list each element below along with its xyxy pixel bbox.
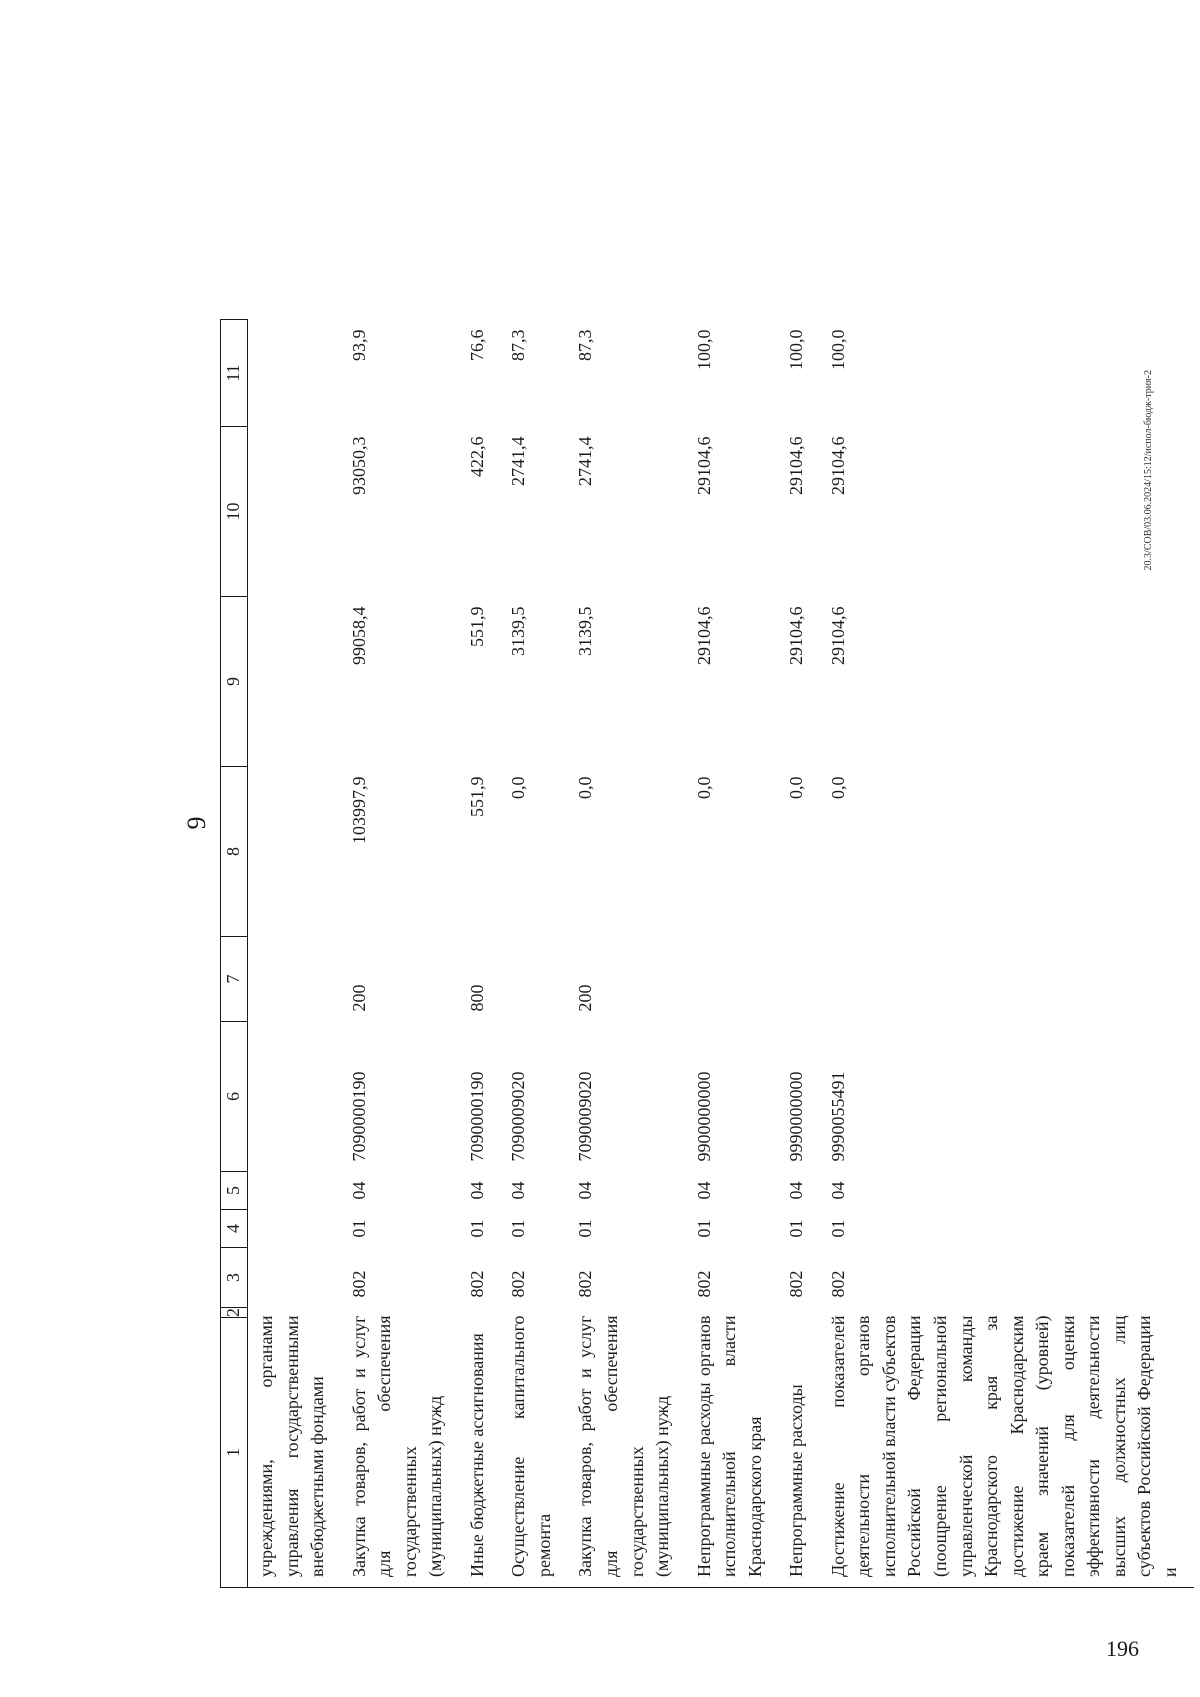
execution-percent: 100,0 [786, 329, 807, 370]
table-row [778, 320, 820, 1588]
approved-amount: 103997,9 [348, 776, 369, 844]
page-number: 196 [1106, 1636, 1139, 1661]
expense-type-code: 800 [466, 984, 487, 1012]
revised-amount: 29104,6 [827, 606, 848, 665]
expense-type-code [686, 937, 779, 1022]
executed-amount: 422,6 [466, 436, 487, 477]
budget-table [220, 319, 1194, 1588]
expense-type-code: 200 [575, 984, 596, 1012]
approved-amount: 0,0 [508, 776, 529, 799]
revised-amount: 99058,4 [348, 606, 369, 665]
chapter-code: 802 [466, 1270, 487, 1298]
table-row [567, 320, 685, 1588]
row-description: Достижение показателей деятельности органов исполнительной власти субъектов Российской Федерации (поощрение региональной управленческой команды Краснодарского края за достижение Краснодарским краем значений (уровней) показателей для оценки эффективности деятельности высших должностных лиц субъектов Российской Федерации и [820, 1308, 1194, 1588]
section-code: 01 [575, 1219, 596, 1238]
column-header-5: 5 [221, 1172, 248, 1210]
row-description: Непрограммные расходы [778, 1308, 820, 1588]
section-code: 01 [348, 1219, 369, 1238]
row-description: Осуществление капитального ремонта [500, 1308, 567, 1588]
approved-amount: 0,0 [575, 776, 596, 799]
approved-amount: 0,0 [786, 776, 807, 799]
section-code: 01 [693, 1219, 714, 1238]
footer-code: 20.3/СОВ/03.06.2024/15:12/испол-бюдж-трия-2 [1143, 370, 1154, 571]
target-article-code: 7090000190 [466, 1071, 487, 1162]
chapter-code: 802 [575, 1270, 596, 1298]
execution-percent: 100,0 [827, 329, 848, 370]
row-description: учреждениями, органами управления государственными внебюджетными фондами [248, 1308, 341, 1588]
column-header-10: 10 [221, 427, 248, 597]
target-article-code [248, 1022, 341, 1172]
column-header-11: 11 [221, 320, 248, 427]
executed-amount: 2741,4 [575, 436, 596, 486]
subsection-code: 04 [693, 1181, 714, 1200]
table-row [820, 320, 1194, 1588]
table-row [248, 320, 341, 1588]
column-header-4: 4 [221, 1210, 248, 1248]
chapter-code: 802 [508, 1270, 529, 1298]
revised-amount [248, 597, 341, 767]
execution-percent: 93,9 [348, 329, 369, 361]
row-description: Иные бюджетные ассигнования [459, 1308, 501, 1588]
section-code: 01 [508, 1219, 529, 1238]
execution-percent: 87,3 [575, 329, 596, 361]
subsection-code: 04 [348, 1181, 369, 1200]
chapter-code [248, 1248, 341, 1308]
column-header-8: 8 [221, 767, 248, 937]
subsection-code: 04 [466, 1181, 487, 1200]
subsection-code: 04 [575, 1181, 596, 1200]
subsection-code: 04 [508, 1181, 529, 1200]
section-code: 01 [786, 1219, 807, 1238]
section-code: 01 [466, 1219, 487, 1238]
executed-amount: 93050,3 [348, 436, 369, 495]
subsection-code: 04 [786, 1181, 807, 1200]
expense-type-code [820, 937, 1194, 1022]
execution-percent [248, 320, 341, 427]
chapter-code: 802 [786, 1270, 807, 1298]
executed-amount: 29104,6 [786, 436, 807, 495]
executed-amount: 29104,6 [693, 436, 714, 495]
row-description: Закупка товаров, работ и услуг для обеспечения государственных (муниципальных) нужд [341, 1308, 459, 1588]
table-row [686, 320, 779, 1588]
approved-amount: 551,9 [466, 776, 487, 817]
approved-amount: 0,0 [827, 776, 848, 799]
section-code: 01 [827, 1219, 848, 1238]
column-header-1: 1 [221, 1318, 248, 1588]
subsection-code [248, 1172, 341, 1210]
column-header-2: 2 [221, 1308, 248, 1318]
subsection-code: 04 [827, 1181, 848, 1200]
revised-amount: 3139,5 [508, 606, 529, 656]
executed-amount: 29104,6 [827, 436, 848, 495]
revised-amount: 551,9 [466, 606, 487, 647]
table-row [459, 320, 501, 1588]
approved-amount [248, 767, 341, 937]
column-header-7: 7 [221, 937, 248, 1022]
row-description: Закупка товаров, работ и услуг для обеспечения государственных (муниципальных) нужд [567, 1308, 685, 1588]
table-row [500, 320, 567, 1588]
execution-percent: 100,0 [693, 329, 714, 370]
revised-amount: 3139,5 [575, 606, 596, 656]
column-header-9: 9 [221, 597, 248, 767]
executed-amount: 2741,4 [508, 436, 529, 486]
target-article-code: 9990000000 [786, 1071, 807, 1162]
approved-amount: 0,0 [693, 776, 714, 799]
chapter-code: 802 [693, 1270, 714, 1298]
expense-type-code [248, 937, 341, 1022]
chapter-code: 802 [827, 1270, 848, 1298]
target-article-code: 7090009020 [508, 1071, 529, 1162]
executed-amount [248, 427, 341, 597]
expense-type-code [778, 937, 820, 1022]
expense-type-code [500, 937, 567, 1022]
revised-amount: 29104,6 [786, 606, 807, 665]
table-header-row [221, 320, 248, 1588]
execution-percent: 76,6 [466, 329, 487, 361]
column-header-3: 3 [221, 1248, 248, 1308]
column-header-6: 6 [221, 1022, 248, 1172]
table-row [341, 320, 459, 1588]
section-code [248, 1210, 341, 1248]
revised-amount: 29104,6 [693, 606, 714, 665]
chapter-code: 802 [348, 1270, 369, 1298]
target-article-code: 9900000000 [693, 1071, 714, 1162]
row-description: Непрограммные расходы органов исполнительной власти Краснодарского края [686, 1308, 779, 1588]
execution-percent: 87,3 [508, 329, 529, 361]
expense-type-code: 200 [348, 984, 369, 1012]
sheet-number: 9 [182, 816, 211, 830]
target-article-code: 9990055491 [827, 1071, 848, 1162]
target-article-code: 7090000190 [348, 1071, 369, 1162]
target-article-code: 7090009020 [575, 1071, 596, 1162]
